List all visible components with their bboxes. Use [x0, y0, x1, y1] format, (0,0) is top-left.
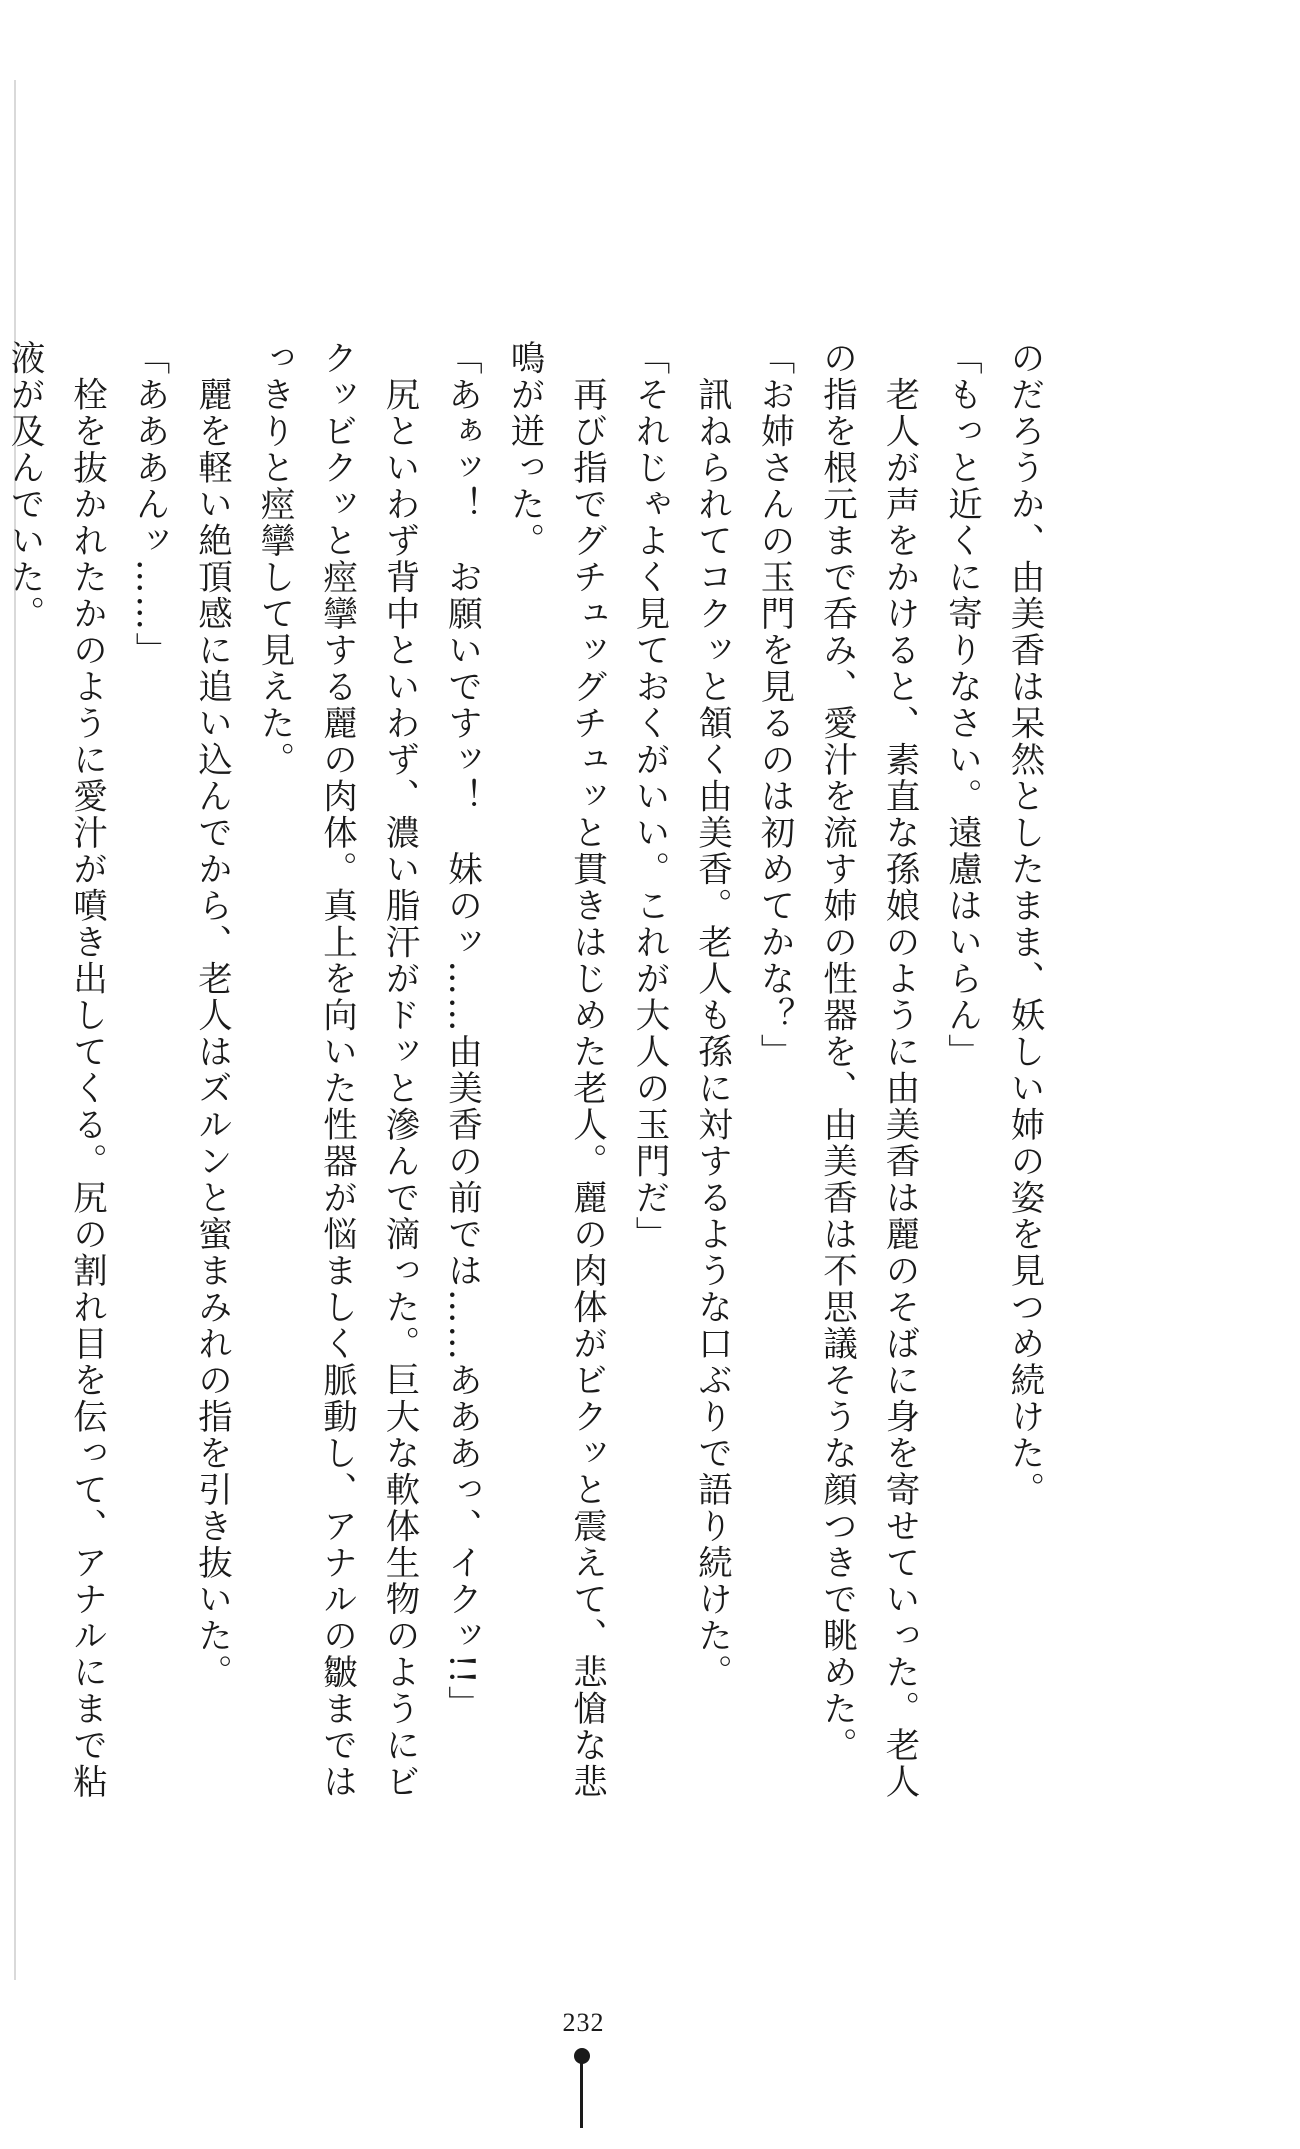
text-line: 「それじゃよく見ておくがいい。これが大人の玉門だ」: [629, 340, 669, 1253]
text-line: 尻といわず背中といわず、濃い脂汗がドッと滲んで滴った。巨大な軟体生物のようにビ: [379, 340, 419, 1800]
page-number: 232: [562, 2008, 605, 2037]
text-line: 「もっと近くに寄りなさい。遠慮はいらん」: [941, 340, 982, 1070]
text-line: 「お姉さんの玉門を見るのは初めてかな？」: [754, 340, 794, 1070]
page-marker-stem: [580, 2058, 583, 2128]
text-line: 栓を抜かれたかのように愛汁が噴き出してくる。尻の割れ目を伝って、アナルにまで粘: [66, 340, 107, 1800]
text-line: っきりと痙攣して見えた。: [254, 340, 294, 778]
text-line: 「あああんッ……」: [129, 340, 169, 669]
text-line: クッビクッと痙攣する麗の肉体。真上を向いた性器が悩ましく脈動し、アナルの皺までは: [316, 340, 357, 1800]
text-line: のだろうか、由美香は呆然としたまま、妖しい姉の姿を見つめ続けた。: [1004, 340, 1044, 1508]
text-line: 麗を軽い絶頂感に追い込んでから、老人はズルンと蜜まみれの指を引き抜いた。: [191, 340, 232, 1691]
text-line: の指を根元まで呑み、愛汁を流す姉の性器を、由美香は不思議そうな顔つきで眺めた。: [816, 340, 857, 1764]
text-line: 鳴が迸った。: [504, 340, 544, 559]
text-line: 「あぁッ！ お願いですッ！ 妹のッ……由美香の前では……あああっ、イクッ!!」: [441, 340, 482, 1723]
text-line: 再び指でグチュッグチュッと貫きはじめた老人。麗の肉体がビクッと震えて、悲愴な悲: [566, 340, 607, 1800]
text-line: 液が及んでいた。: [4, 340, 44, 632]
body-text: [4, 340, 1055, 1800]
text-line: 老人が声をかけると、素直な孫娘のように由美香は麗のそばに身を寄せていった。老人: [879, 340, 919, 1800]
text-line: 訊ねられてコクッと頷く由美香。老人も孫に対するような口ぶりで語り続けた。: [691, 340, 732, 1691]
